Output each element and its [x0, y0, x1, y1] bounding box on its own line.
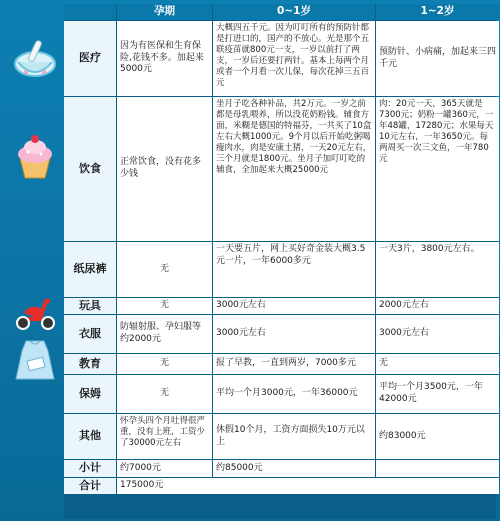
- food-age-0-1: 坐月子吃各种补品，共2万元。一岁之前都是母乳喂养，所以没花奶粉钱。辅食方面，米糊是德国的特福芬，一共买了10盒左右大概1000元。9个月以后开始吃粥喝瘦肉水，肉是安康土猪，一天20元左右，三个月就是1800元。坐月子加叮叮吃的辅食，全加起来大概25000元: [213, 97, 375, 241]
- scooter-icon: [10, 285, 60, 335]
- cost-table: [64, 4, 496, 519]
- medical-pregnancy: 因为有医保和生育保险,花钱不多。加起来5000元: [117, 21, 212, 96]
- subtotal-pregnancy: 约7000元: [117, 460, 212, 477]
- header-age-0-1: 0~1岁: [213, 4, 375, 20]
- header-pregnancy: 孕期: [117, 4, 212, 20]
- header-blank: [64, 4, 116, 20]
- toys-age-0-1: 3000元左右: [213, 298, 375, 314]
- other-age-0-1: 休假10个月，工资方面损失10万元以上: [213, 414, 375, 459]
- nanny-age-0-1: 平均一个月3000元，一年36000元: [213, 375, 375, 413]
- education-pregnancy: 无: [117, 354, 212, 374]
- diapers-age-0-1: 一天要五片，网上买好奇金装大概3.5元一片，一年6000多元: [213, 242, 375, 297]
- baby-dress-icon: [10, 335, 60, 385]
- food-pregnancy: 正常饮食，没有花多少钱: [117, 97, 212, 241]
- row-label-subtotal: 小计: [64, 460, 116, 477]
- diapers-age-1-2: 一天3片，3800元左右。: [376, 242, 499, 297]
- clothes-age-1-2: 3000元左右: [376, 315, 499, 353]
- food-age-1-2: 肉：20元一天，365天就是7300元；奶粉一罐360元，一年48罐，17280元；水果每天10元左右，一年3650元。每两周买一次三文鱼，一年780元: [376, 97, 499, 241]
- row-label-other: 其他: [64, 414, 116, 459]
- other-age-1-2: 约83000元: [376, 414, 499, 459]
- icon-sidebar: [4, 20, 64, 520]
- other-pregnancy: 怀孕头四个月吐得很严重，没有上班，工资少了30000元左右: [117, 414, 212, 459]
- row-label-medical: 医疗: [64, 21, 116, 96]
- mortar-bowl-icon: [10, 34, 60, 84]
- row-label-clothes: 衣服: [64, 315, 116, 353]
- row-label-education: 教育: [64, 354, 116, 374]
- subtotal-age-1-2: [376, 460, 499, 477]
- row-label-nanny: 保姆: [64, 375, 116, 413]
- subtotal-age-0-1: 约85000元: [213, 460, 375, 477]
- diapers-pregnancy: 无: [117, 242, 212, 297]
- row-label-food: 饮食: [64, 97, 116, 241]
- education-age-1-2: 无: [376, 354, 499, 374]
- toys-pregnancy: 无: [117, 298, 212, 314]
- medical-age-1-2: 预防针、小病痛，加起来三四千元: [376, 21, 499, 96]
- row-label-toys: 玩具: [64, 298, 116, 314]
- total-value: 175000元: [117, 478, 499, 494]
- education-age-0-1: 报了早教，一直到两岁，7000多元: [213, 354, 375, 374]
- clothes-pregnancy: 防辐射服、孕妇服等约2000元: [117, 315, 212, 353]
- row-label-diapers: 纸尿裤: [64, 242, 116, 297]
- nanny-pregnancy: 无: [117, 375, 212, 413]
- row-label-total: 合计: [64, 478, 116, 494]
- clothes-age-0-1: 3000元左右: [213, 315, 375, 353]
- header-age-1-2: 1~2岁: [376, 4, 499, 20]
- medical-age-0-1: 大概四五千元。因为叮叮所有的预防针都是打进口的，国产的不放心。光是那个五联疫苗就800元一支，一岁以前打了两支，一岁后还要打两针。基本上每两个月或者一个月看一次儿保，每次花掉三五百元: [213, 21, 375, 96]
- nanny-age-1-2: 平均一个月3500元，一年42000元: [376, 375, 499, 413]
- toys-age-1-2: 2000元左右: [376, 298, 499, 314]
- cupcake-icon: [10, 132, 60, 182]
